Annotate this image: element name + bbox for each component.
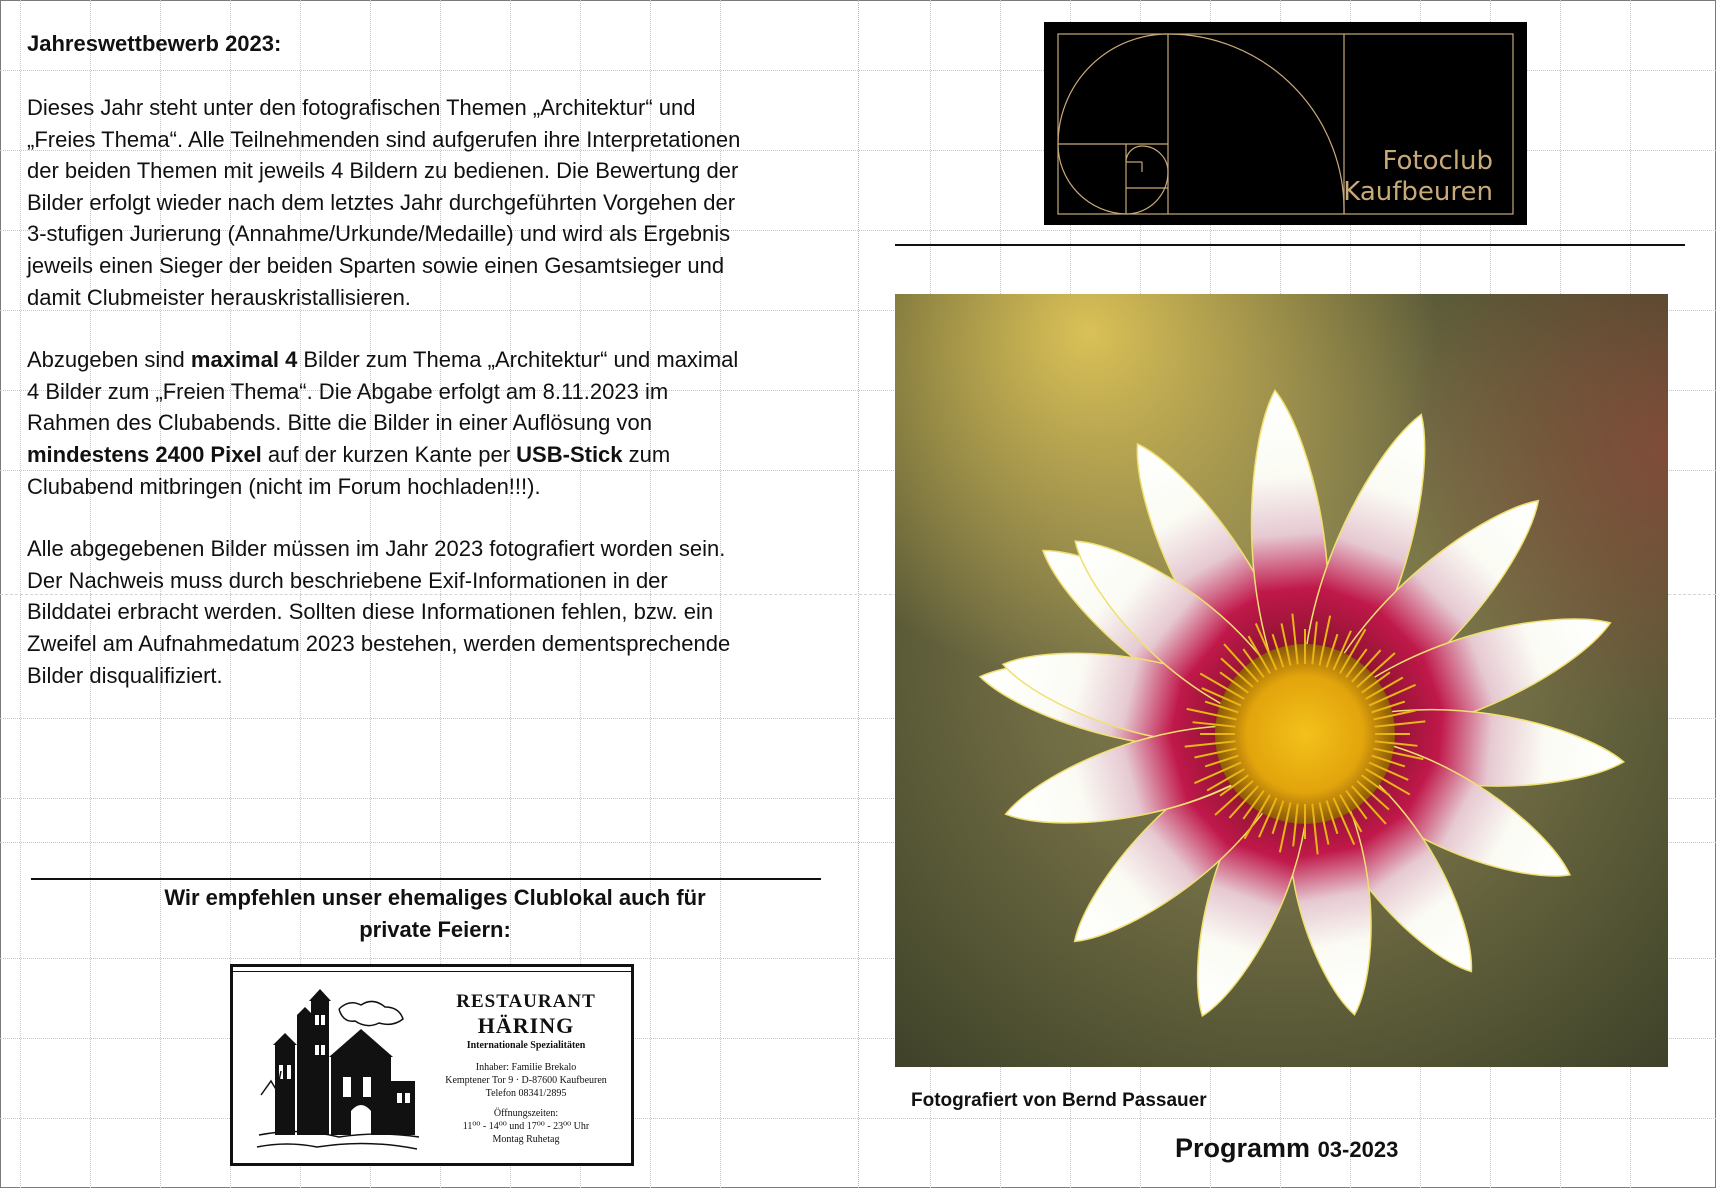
text-run: Abzugeben sind — [27, 347, 191, 373]
bold-run: maximal 4 — [190, 347, 298, 373]
restaurant-ad — [230, 964, 634, 1166]
church-sketch-icon — [251, 985, 421, 1157]
ad-address: Kemptener Tor 9 · D-87600 Kaufbeuren — [445, 1075, 607, 1086]
text-run: Bilder zum Thema „Architektur“ und maximal 4 Bilder zum „Freien Thema“. Die Abgabe erfolgt am 8.11.2023 im Rahmen des Clubabends. Bitte die Bilder in einer Auflösung von — [27, 347, 739, 436]
logo-line2: Kaufbeuren — [1343, 177, 1493, 207]
ad-tagline: Internationale Spezialitäten — [466, 1040, 586, 1051]
logo-wordmark — [1343, 146, 1493, 208]
ad-text — [421, 991, 631, 1146]
ad-restaurant-label: RESTAURANT — [456, 991, 596, 1012]
recommendation-line1: Wir empfehlen unser ehemaliges Clublokal auch für — [164, 885, 706, 910]
flower-center — [1215, 644, 1395, 824]
ad-owner: Inhaber: Familie Brekalo — [475, 1062, 577, 1073]
ad-phone: Telefon 08341/2895 — [485, 1088, 567, 1099]
logo-line1: Fotoclub — [1382, 146, 1493, 176]
ad-border-line — [233, 971, 631, 972]
flower-photo — [895, 294, 1668, 1067]
club-logo — [1044, 22, 1527, 225]
ad-restaurant-name: HÄRING — [477, 1013, 575, 1038]
ad-rest-day: Montag Ruhetag — [492, 1134, 560, 1145]
ad-hours: 11⁰⁰ - 14⁰⁰ und 17⁰⁰ - 23⁰⁰ Uhr — [462, 1121, 590, 1132]
text-run: auf der kurzen Kante per — [261, 441, 517, 467]
recommendation-line2: private Feiern: — [359, 917, 511, 942]
gazania-flower-image — [895, 294, 1668, 1067]
program-number: 03-2023 — [1317, 1137, 1399, 1162]
text-run: zum Clubabend mitbringen (nicht im Forum hochladen!!!). — [27, 441, 671, 499]
bold-run: USB-Stick — [516, 441, 623, 467]
program-label: Programm — [1175, 1133, 1311, 1163]
ad-hours-title: Öffnungszeiten: — [493, 1108, 559, 1119]
divider-left — [31, 878, 821, 880]
photo-credit: Fotografiert von Bernd Passauer — [911, 1090, 1207, 1111]
recommendation — [120, 882, 750, 946]
program-title — [1175, 1133, 1398, 1164]
competition-text — [27, 28, 827, 722]
section-heading: Jahreswettbewerb 2023: — [27, 31, 282, 56]
paragraph-rules: Alle abgegebenen Bilder müssen im Jahr 2023 fotografiert worden sein. Der Nachweis muss durch beschriebene Exif-Informationen in der Bilddatei erbracht werden. Sollten diese Informationen fehlen, bzw. ein Zweifel am Aufnahmedatum 2023 bestehen, werden dementsprechende Bilder disqualifiziert. — [27, 536, 731, 688]
divider-right — [895, 244, 1685, 246]
paragraph-themes: Dieses Jahr steht unter den fotografischen Themen „Architektur“ und „Freies Thema“. Alle Teilnehmenden sind aufgerufen ihre Interpretationen der beiden Themen mit jeweils 4 Bildern zu bedienen. Die Bewertung der Bilder erfolgt wieder nach dem letztes Jahr durchgeführten Vorgehen der 3-stufigen Jurierung (Annahme/Urkunde/Medaille) und wird als Ergebnis jeweils einen Sieger der beiden Sparten sowie einen Gesamtsieger und damit Clubmeister herauskristallisieren. — [27, 95, 741, 310]
paragraph-submission — [27, 344, 827, 502]
bold-run: mindestens 2400 Pixel — [27, 441, 262, 467]
